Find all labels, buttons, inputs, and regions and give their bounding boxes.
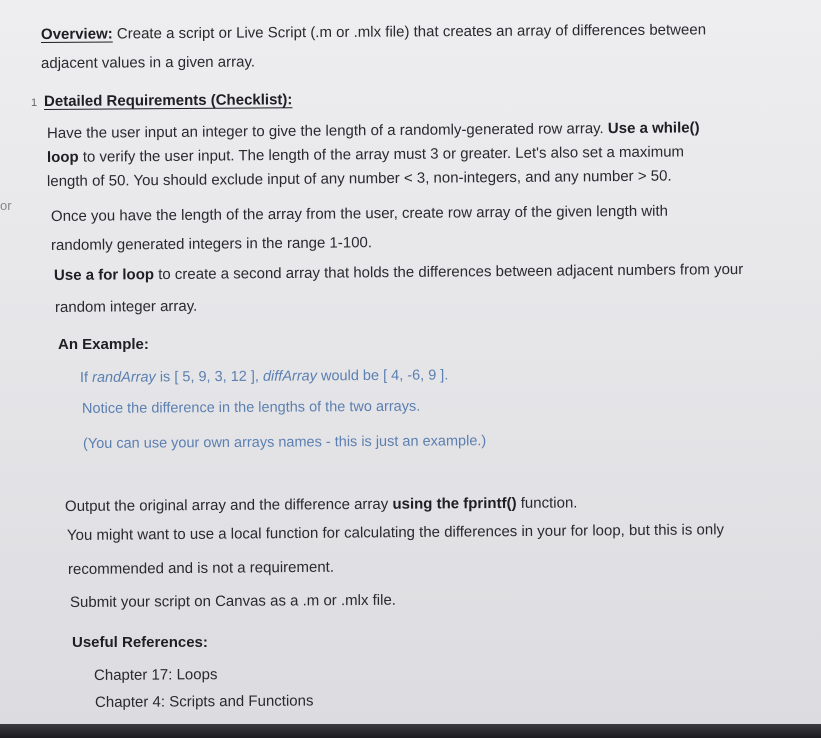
p4-text-c: function. xyxy=(520,494,578,512)
ex-diff-values: would be [ 4, -6, 9 ]. xyxy=(316,367,449,385)
example-line-2: Notice the difference in the lengths of the two arrays. xyxy=(81,398,421,417)
p3-line-1 xyxy=(54,261,743,286)
p1-while-loop-bold: Use a while() xyxy=(607,119,700,138)
reference-link-loops[interactable]: Chapter 17: Loops xyxy=(93,666,218,684)
example-line-3: (You can use your own arrays names - this is just an example.) xyxy=(82,433,487,452)
example-heading: An Example: xyxy=(58,336,149,353)
p2-line-1: Once you have the length of the array from the user, create row array of the given length with xyxy=(50,202,669,225)
ex-if: If xyxy=(79,369,93,386)
ex-diffarray: diffArray xyxy=(262,368,318,385)
p1-line-2 xyxy=(47,143,684,167)
overview-line-1 xyxy=(41,21,706,44)
p5-line-1: You might want to use a local function for calculating the differences in your for loop, but this is only xyxy=(66,521,725,544)
p4-text-a: Output the original array and the difference array xyxy=(64,495,389,515)
p4-fprintf-bold: using the fprintf() xyxy=(392,494,517,513)
ex-randarray: randArray xyxy=(92,369,156,386)
screen-bottom-edge xyxy=(0,724,821,738)
overview-label: Overview: xyxy=(40,25,113,43)
p1-text-b: to verify the user input. The length of the array must 3 or greater. Let's also set a maximum xyxy=(82,143,685,166)
requirements-heading: Detailed Requirements (Checklist): xyxy=(43,91,293,110)
p1-line-3: length of 50. You should exclude input of any number < 3, non-integers, and any number > 50. xyxy=(46,167,672,190)
p2-line-2: randomly generated integers in the range 1-100. xyxy=(50,234,373,254)
p3-line-2: random integer array. xyxy=(54,297,198,316)
overview-line-2: adjacent values in a given array. xyxy=(40,53,256,72)
ex-rand-values: is [ 5, 9, 3, 12 ], xyxy=(155,368,264,386)
p6-line: Submit your script on Canvas as a .m or .mlx file. xyxy=(69,591,396,611)
p1-line-1 xyxy=(47,119,700,143)
p3-for-loop-bold: Use a for loop xyxy=(53,266,155,284)
margin-text-fragment: or xyxy=(0,198,12,213)
bullet-mark: 1 xyxy=(31,97,38,109)
p4-line xyxy=(65,494,578,516)
references-heading: Useful References: xyxy=(72,634,208,651)
p1-loop-bold: loop xyxy=(46,148,79,166)
p5-line-2: recommended and is not a requirement. xyxy=(67,558,335,578)
example-line-1 xyxy=(80,367,448,386)
p1-text-a: Have the user input an integer to give the length of a randomly-generated row array. xyxy=(46,120,604,142)
overview-text-1: Create a script or Live Script (.m or .mlx file) that creates an array of differences between xyxy=(116,21,707,43)
reference-link-scripts-functions[interactable]: Chapter 4: Scripts and Functions xyxy=(94,692,314,711)
p3-text: to create a second array that holds the differences between adjacent numbers from your xyxy=(158,260,744,284)
